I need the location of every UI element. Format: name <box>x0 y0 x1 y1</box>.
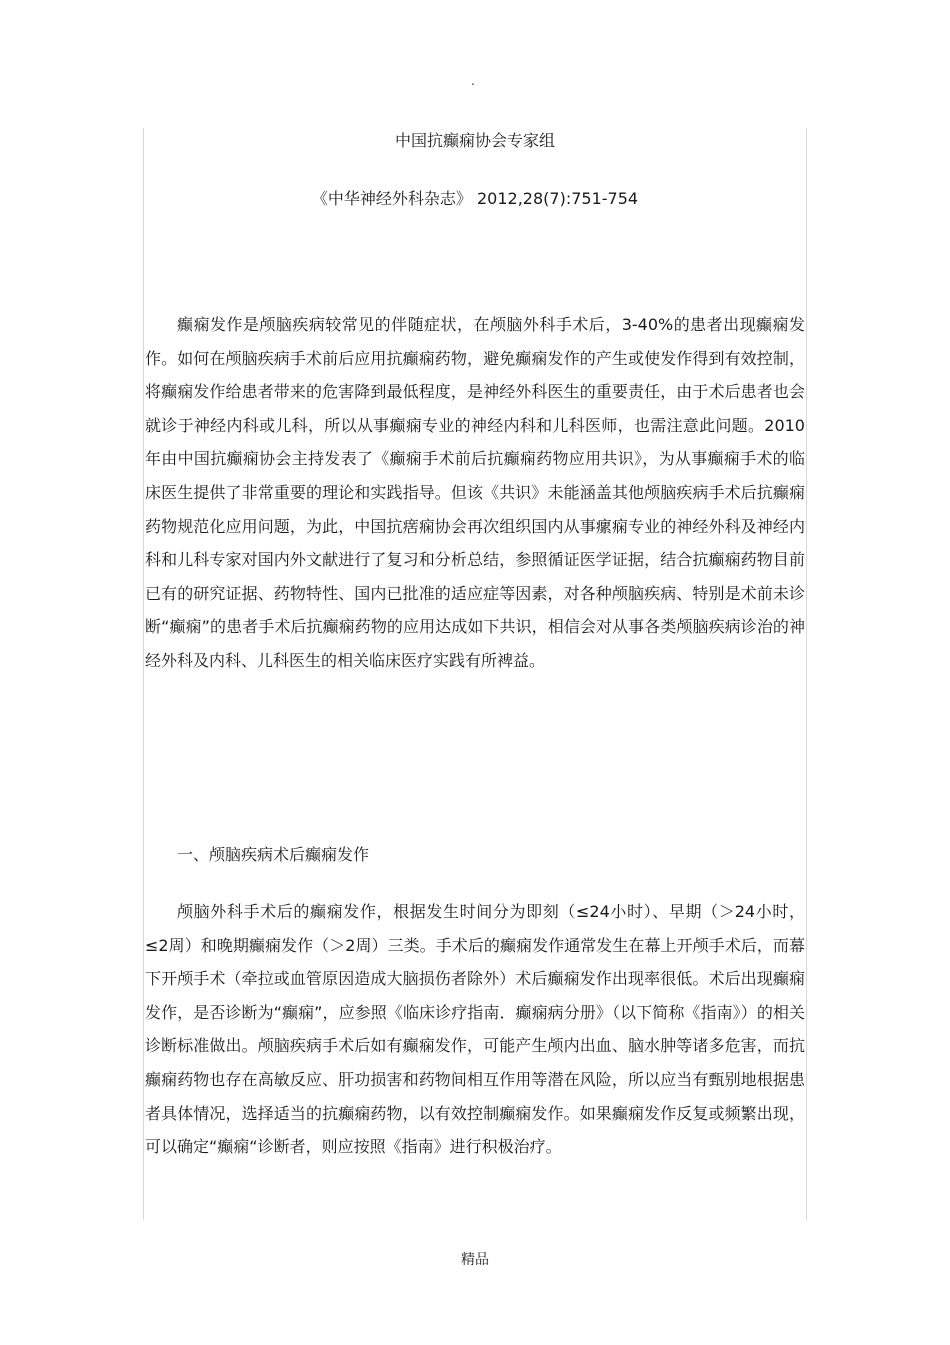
author-line: 中国抗癫痫协会专家组 <box>394 131 555 150</box>
left-margin-line <box>143 128 144 1220</box>
citation-line: 《中华神经外科杂志》 2012,28(7):751-754 <box>311 189 639 208</box>
right-margin-line <box>806 128 807 1220</box>
intro-paragraph: 癫痫发作是颅脑疾病较常见的伴随症状，在颅脑外科手术后，3-40%的患者出现癫痫发作。如何在颅脑疾病手术前后应用抗癫痫药物，避免癫痫发作的产生或使发作得到有效控制，将癫痫发作给患者带来的危害降到最低程度，是神经外科医生的重要责任，由于术后患者也会就诊于神经内科或儿科，所以从事癫痫专业的神经内科和儿科医师，也需注意此问题。2010年由中国抗癫痫协会主持发表了《癫痫手术前后抗癫痫药物应用共识》，为从事癫痫手术的临床医生提供了非常重要的理论和实践指导。但该《共识》未能涵盖其他颅脑疾病手术后抗癫痫药物规范化应用问题，为此，中国抗瘔痫协会再次组织国内从事瘰痫专业的神经外科及神经内科和儿科专家对国内外文献进行了复习和分析总结，参照循证医学证据，结合抗癫痫药物目前已有的研究证据、药物特性、国内已批准的适应症等因素，对各种颅脑疾病、特别是术前未诊断“癫痫”的患者手术后抗癫痫药物的应用达成如下共识，相信会对从事各类颅脑疾病诊治的神经外科及内科、儿科医生的相关临床医疗实践有所裨益。 <box>145 315 805 670</box>
page-mark: . <box>471 74 475 88</box>
section-heading: 一、颅脑疾病术后癫痫发作 <box>177 845 370 864</box>
footer-label: 精品 <box>461 1252 489 1268</box>
section-paragraph: 颅脑外科手术后的癫痫发作，根据发生时间分为即刻（≤24小时）、早期（＞24小时，≤2周）和晚期癫痫发作（＞2周）三类。手术后的癫痫发作通常发生在幕上开颅手术后，而幕下开颅手术（牵拉或血管原因造成大脑损伤者除外）术后癫痫发作出现率很低。术后出现癫痫发作，是否诊断为“癫痫”，应参照《临床诊疗指南．癫痫病分册》（以下简称《指南》）的相关诊断标准做出。颅脑疾病手术后如有癫痫发作，可能产生颅内出血、脑水肿等诸多危害，而抗癫痫药物也存在高敏反应、肝功损害和药物间相互作用等潜在风险，所以应当有甄别地根据患者具体情况，选择适当的抗癫痫药物，以有效控制癫痫发作。如果癫痫发作反复或频繁出现，可以确定“癫痫“诊断者，则应按照《指南》进行积极治疗。 <box>145 902 805 1157</box>
